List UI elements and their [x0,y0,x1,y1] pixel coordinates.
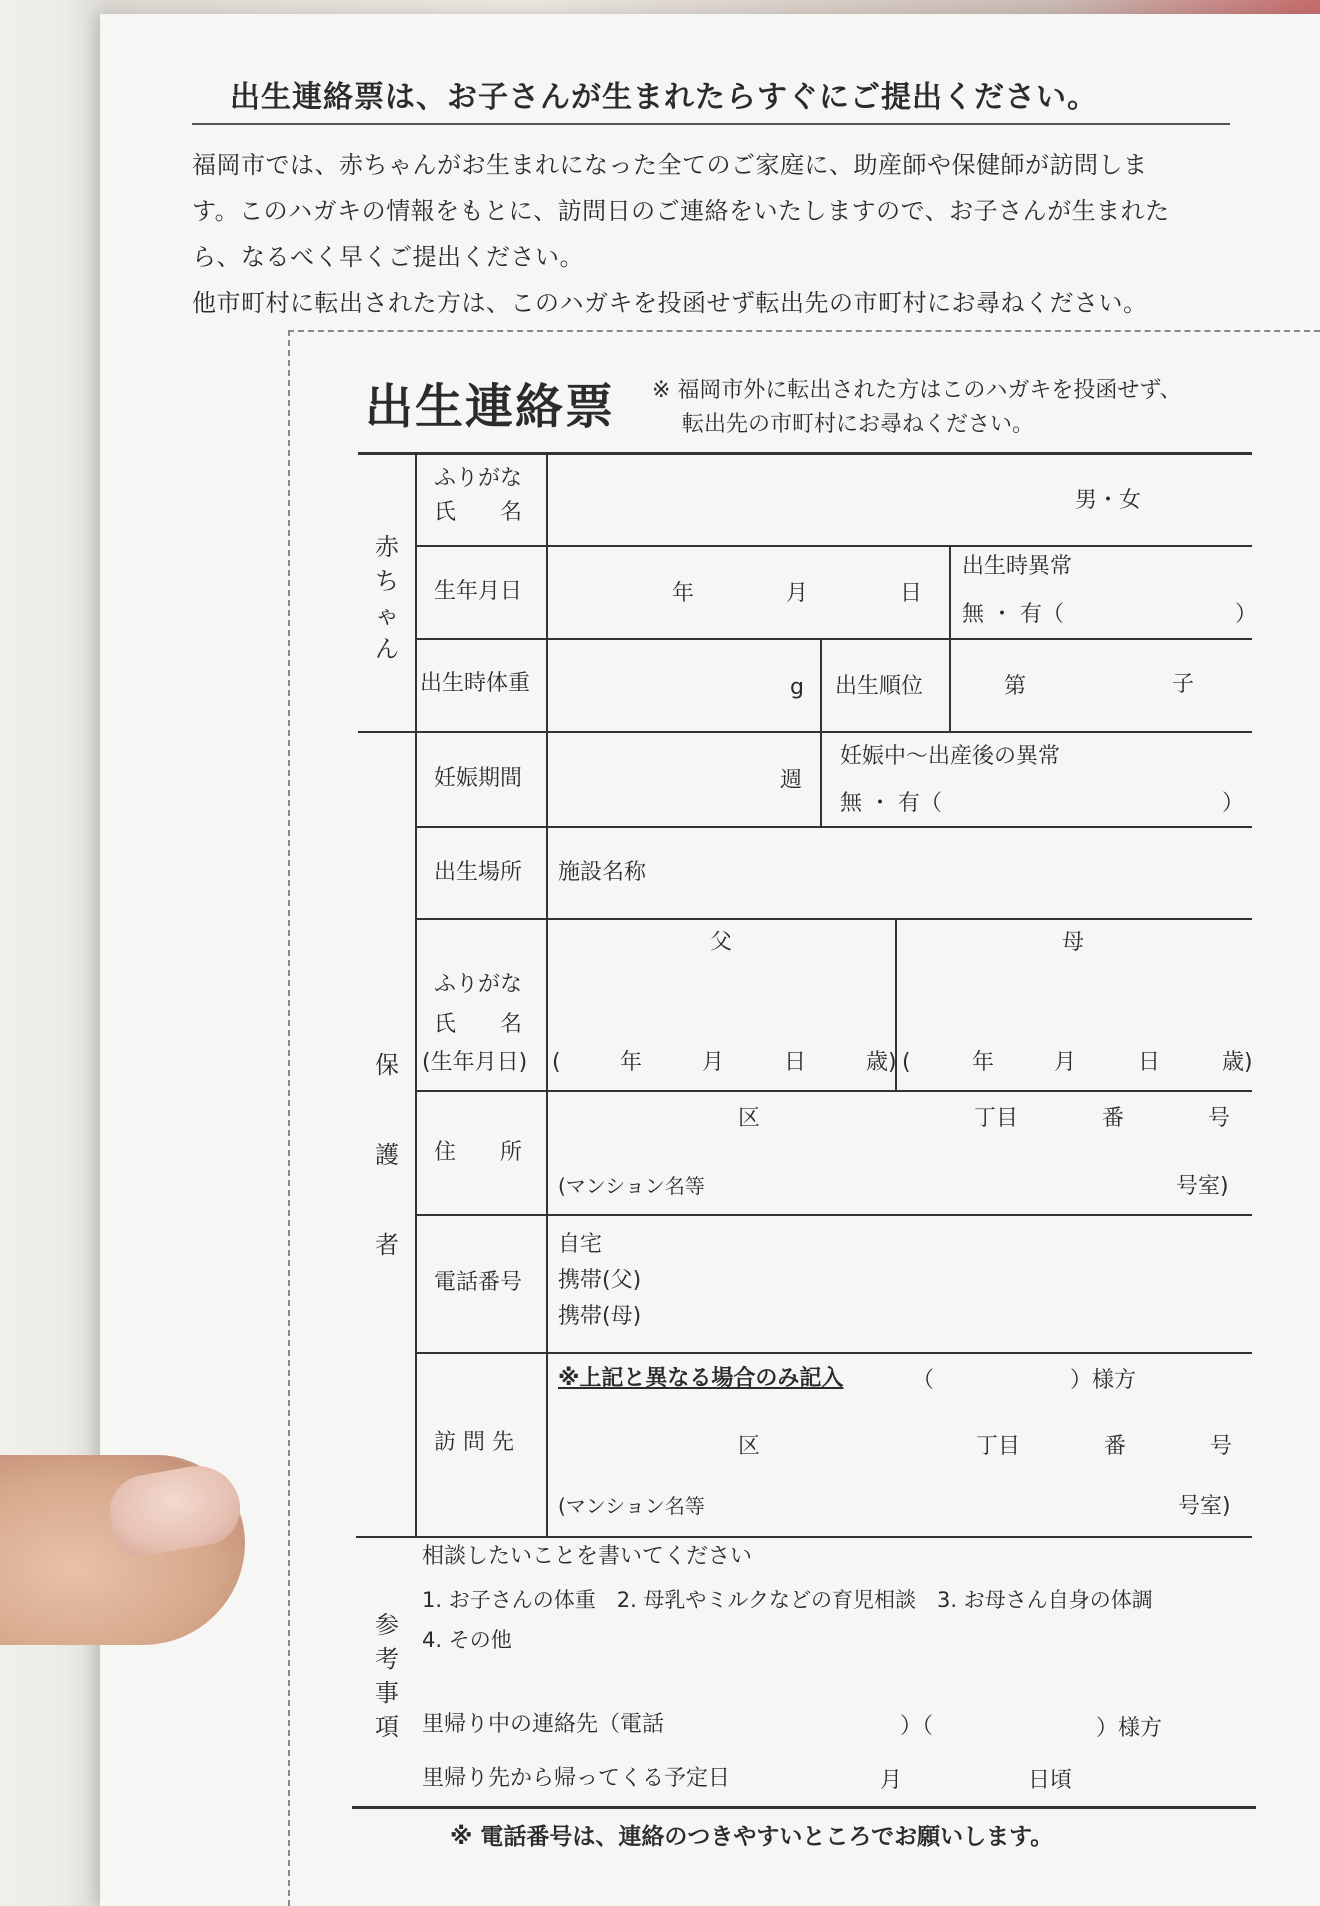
row-line [416,545,1252,547]
address-room: 号室) [1176,1174,1229,1199]
pregnancy-abnormal-label: 妊娠中～出産後の異常 [840,744,1061,769]
baby-gender-choice[interactable]: 男・女 [1075,488,1142,513]
form-note-line: 転出先の市町村にお尋ねください。 [682,412,1035,437]
visit-ban: 番 [1104,1434,1127,1459]
address-mansion: (マンション名等 [558,1174,705,1198]
father-dob-day: 日 [784,1050,807,1075]
row-line [416,1090,1252,1092]
row-line [416,1214,1252,1216]
section-baby-label: 赤ちゃん [375,533,399,663]
intro-line: ら、なるべく早くご提出ください。 [192,243,584,271]
form-note-line: ※ 福岡市外に転出された方はこのハガキを投函せず、 [652,378,1182,403]
col-line-label [546,452,548,1536]
form-title: 出生連絡票 [365,379,616,435]
birth-order-prefix: 第 [1004,674,1027,699]
address-chome: 丁目 [974,1106,1019,1131]
baby-dob-month: 月 [786,581,809,606]
gestation-label: 妊娠期間 [434,766,523,791]
footer-note: ※ 電話番号は、連絡のつきやすいところでお願いします。 [450,1824,1054,1850]
col-line [820,638,822,828]
birth-weight-unit: g [790,675,804,700]
baby-furigana-label: ふりがな [434,466,523,491]
section-reference-label: 参考事項 [375,1611,399,1741]
parent-dob-label: (生年月日) [422,1050,528,1075]
mother-header: 母 [1062,930,1085,955]
visit-sama: ）様方 [1070,1368,1137,1393]
visit-mansion: (マンション名等 [558,1494,705,1518]
pregnancy-abnormal-choice[interactable]: 無 ・ 有（ [840,791,942,816]
visit-open: （ [912,1368,935,1393]
facility-name-label: 施設名称 [558,860,647,885]
visit-note: ※上記と異なる場合のみ記入 [558,1366,844,1391]
cut-line-top [288,330,1320,332]
row-line [416,1352,1252,1354]
baby-name-label: 氏 名 [434,500,523,525]
visit-chome: 丁目 [976,1434,1021,1459]
row-line [416,826,1252,828]
satogaeri-contact-sama: ）様方 [1096,1716,1163,1741]
father-dob-year: 年 [620,1050,643,1075]
birth-order-suffix: 子 [1172,672,1195,697]
baby-dob-year: 年 [672,581,695,606]
address-go: 号 [1208,1106,1231,1131]
phone-father-label: 携帯(父) [558,1268,642,1293]
visit-go: 号 [1210,1434,1233,1459]
row-line [358,731,1252,733]
father-dob-open: ( [552,1050,561,1075]
address-label: 住 所 [434,1140,523,1165]
headline: 出生連絡票は、お子さんが生まれたらすぐにご提出ください。 [230,80,1098,115]
intro-text [192,142,1242,326]
row-line [416,918,1252,920]
table-top-border [358,452,1252,455]
father-dob-month: 月 [702,1050,725,1075]
consult-options-line2: 4. その他 [422,1628,512,1652]
visit-label: 訪 問 先 [434,1430,514,1455]
gestation-unit: 週 [780,768,803,793]
cut-line-left [288,330,290,1906]
parent-furigana-label: ふりがな [434,972,523,997]
birthplace-label: 出生場所 [434,860,523,885]
birth-abnormal-close: ） [1235,602,1258,627]
mother-dob-day: 日 [1138,1050,1161,1075]
mother-age: 歳) [1222,1050,1253,1075]
mother-dob-month: 月 [1054,1050,1077,1075]
father-age: 歳) [866,1050,897,1075]
consult-heading: 相談したいことを書いてください [422,1544,753,1569]
mother-dob-open: ( [902,1050,911,1075]
birth-abnormal-label: 出生時異常 [962,554,1073,579]
father-header: 父 [710,930,733,955]
pregnancy-abnormal-close: ） [1222,791,1245,816]
mother-dob-year: 年 [972,1050,995,1075]
birth-order-label: 出生順位 [835,674,924,699]
return-date-label: 里帰り先から帰ってくる予定日 [422,1766,731,1791]
phone-home-label: 自宅 [558,1232,603,1257]
row-line [416,638,1252,640]
baby-dob-label: 生年月日 [434,579,523,604]
satogaeri-contact-close: ）（ [900,1714,934,1739]
table-bottom-border [352,1806,1256,1809]
row-line [356,1536,1252,1538]
section-guardian-label: 保護者 [375,1051,399,1259]
return-month: 月 [880,1768,903,1793]
intro-line: 他市町村に転出された方は、このハガキを投函せず転出先の市町村にお尋ねください。 [192,289,1148,317]
phone-mother-label: 携帯(母) [558,1304,642,1329]
visit-ward: 区 [738,1434,761,1459]
baby-dob-day: 日 [900,581,923,606]
form-note [652,374,1182,442]
address-ban: 番 [1102,1106,1125,1131]
col-line-section [415,452,417,1536]
satogaeri-contact-label: 里帰り中の連絡先（電話 [422,1712,665,1737]
visit-room: 号室) [1178,1494,1231,1519]
intro-line: 福岡市では、赤ちゃんがお生まれになった全てのご家庭に、助産師や保健師が訪問しま [192,151,1148,179]
birth-weight-label: 出生時体重 [420,671,531,696]
return-day: 日頃 [1028,1768,1073,1793]
address-ward: 区 [738,1106,761,1131]
birth-abnormal-choice[interactable]: 無 ・ 有（ [962,602,1064,627]
headline-rule [192,123,1230,125]
parent-name-label: 氏 名 [434,1012,523,1037]
phone-label: 電話番号 [434,1270,523,1295]
col-line [949,545,951,731]
consult-options-line1: 1. お子さんの体重 2. 母乳やミルクなどの育児相談 3. お母さん自身の体調 [422,1588,1153,1612]
intro-line: す。このハガキの情報をもとに、訪問日のご連絡をいたしますので、お子さんが生まれた [192,197,1170,225]
